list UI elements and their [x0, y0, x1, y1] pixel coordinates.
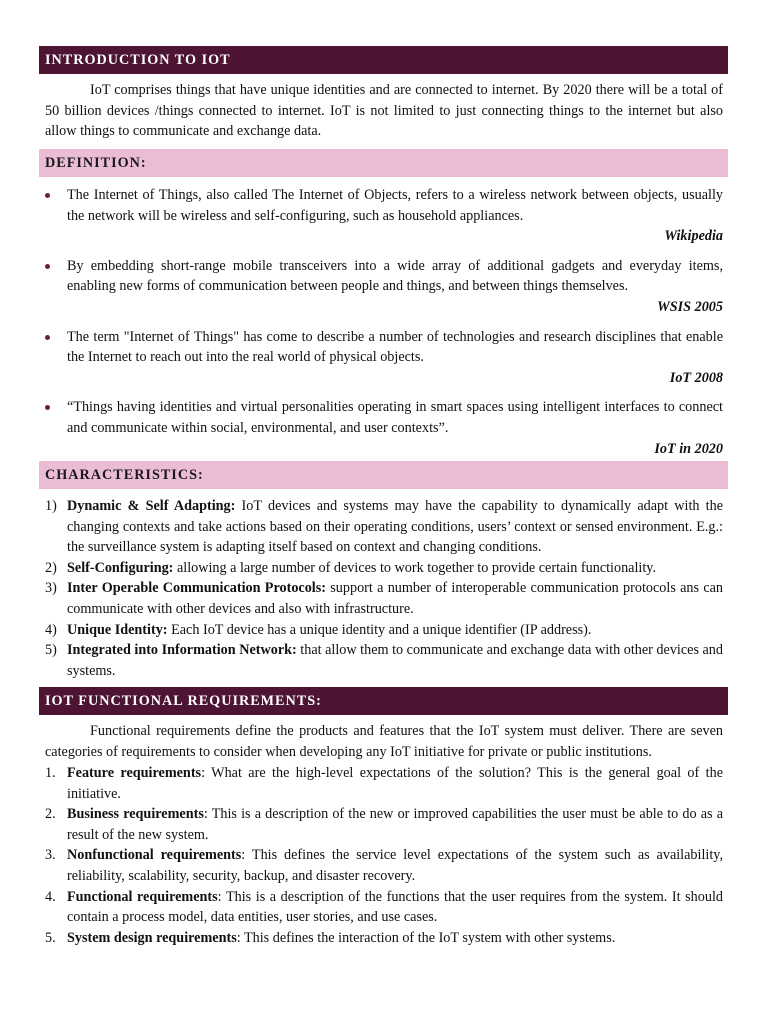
- definition-text: The term "Internet of Things" has come to describe a number of technologies and research disciplines that enable the Internet to reach out into the real world of physical objects.: [67, 328, 723, 366]
- requirement-text: : What are the high-level expectations of the solution? This is the general goal of the initiative.: [67, 765, 723, 802]
- requirement-item: [45, 845, 723, 886]
- characteristic-item: [45, 496, 723, 558]
- item-number: 2): [45, 559, 57, 576]
- item-number: 1): [45, 498, 57, 514]
- requirement-item: [45, 804, 723, 845]
- characteristic-term: Self-Configuring:: [67, 559, 174, 576]
- characteristic-item: [45, 578, 723, 619]
- requirements-list: [45, 763, 723, 948]
- bullet-icon: [45, 405, 50, 410]
- definition-text: “Things having identities and virtual personalities operating in smart spaces using intelligent interfaces to connect and communicate within social, environmental, and user contexts”.: [67, 399, 723, 436]
- item-number: 3.: [45, 847, 56, 864]
- section-heading-definition: DEFINITION:: [39, 149, 728, 177]
- definition-text: The Internet of Things, also called The Internet of Objects, refers to a wireless network between objects, usually the network will be wireless and self-configuring, such as household appliances.: [67, 187, 723, 224]
- intro-paragraph: [45, 80, 723, 142]
- requirements-intro-paragraph: [45, 721, 723, 762]
- section-heading-requirements: IOT FUNCTIONAL REQUIREMENTS:: [39, 687, 728, 715]
- section-heading-intro: INTRODUCTION TO IOT: [39, 46, 728, 74]
- requirements-intro-text: Functional requirements define the products and features that the IoT system must deliver. There are seven categories of requirements to consider when developing any IoT initiative for private or public institutions.: [45, 723, 723, 760]
- definition-text: By embedding short-range mobile transceivers into a wide array of additional gadgets and everyday items, enabling new forms of communication between people and things, and between things themselves.: [67, 257, 723, 295]
- requirement-item: [45, 887, 723, 928]
- characteristic-text: IoT devices and systems may have the capability to dynamically adapt with the changing contexts and take actions based on their operating conditions, users’ context or sensed environment. E.g.: the surveillance system is adapting itself based on context and changing conditions.: [67, 498, 724, 556]
- definition-item: [45, 397, 723, 459]
- item-number: 3): [45, 580, 57, 597]
- characteristic-item: [45, 640, 723, 681]
- characteristic-term: Dynamic & Self Adapting:: [67, 498, 236, 514]
- item-number: 1.: [45, 765, 56, 781]
- item-number: 4): [45, 621, 57, 638]
- item-number: 5.: [45, 929, 56, 946]
- characteristic-term: Inter Operable Communication Protocols:: [67, 580, 326, 597]
- requirement-item: [45, 763, 723, 804]
- requirement-term: Business requirements: [67, 806, 204, 823]
- requirement-text: : This defines the interaction of the IoT system with other systems.: [236, 929, 616, 946]
- definition-item: [45, 185, 723, 247]
- requirement-text: : This is a description of the new or improved capabilities the user must be able to do as a result of the new system.: [67, 806, 723, 843]
- characteristics-list: [45, 496, 723, 681]
- intro-text: IoT comprises things that have unique identities and are connected to internet. By 2020 there will be a total of 50 billion devices /things connected to internet. IoT is not limited to just connecting things to the internet but also allow things to communicate and exchange data.: [45, 82, 723, 140]
- definition-source: Wikipedia: [664, 228, 723, 245]
- section-heading-characteristics: CHARACTERISTICS:: [39, 461, 728, 489]
- characteristic-term: Integrated into Information Network:: [67, 642, 297, 659]
- characteristic-text: support a number of interoperable communication protocols ans can communicate with other devices and also with infrastructure.: [67, 580, 724, 617]
- characteristic-item: [45, 558, 723, 579]
- definition-list: [45, 185, 723, 468]
- definition-item: [45, 327, 723, 389]
- requirement-item: [45, 928, 723, 949]
- definition-source: IoT 2008: [669, 369, 723, 386]
- requirement-text: : This defines the service level expectations of the system such as availability, reliability, scalability, security, backup, and disaster recovery.: [67, 847, 723, 884]
- definition-item: [45, 256, 723, 318]
- item-number: 4.: [45, 888, 56, 905]
- requirement-term: Nonfunctional requirements: [67, 847, 242, 864]
- bullet-icon: [45, 264, 50, 269]
- requirement-text: : This is a description of the functions that the user requires from the system. It should contain a process model, data entities, user stories, and use cases.: [67, 888, 723, 926]
- item-number: 5): [45, 642, 57, 659]
- item-number: 2.: [45, 806, 56, 823]
- characteristic-term: Unique Identity:: [67, 621, 168, 638]
- characteristic-text: Each IoT device has a unique identity and a unique identifier (IP address).: [167, 621, 592, 638]
- requirement-term: Feature requirements: [67, 765, 202, 781]
- definition-source: IoT in 2020: [654, 440, 723, 457]
- bullet-icon: [45, 193, 50, 198]
- characteristic-text: allowing a large number of devices to work together to provide certain functionality.: [173, 559, 657, 576]
- bullet-icon: [45, 335, 50, 340]
- characteristic-item: [45, 620, 723, 641]
- requirement-term: Functional requirements: [67, 888, 218, 905]
- definition-source: WSIS 2005: [657, 298, 723, 315]
- characteristic-text: that allow them to communicate and exchange data with other devices and systems.: [67, 642, 723, 679]
- requirement-term: System design requirements: [67, 929, 237, 946]
